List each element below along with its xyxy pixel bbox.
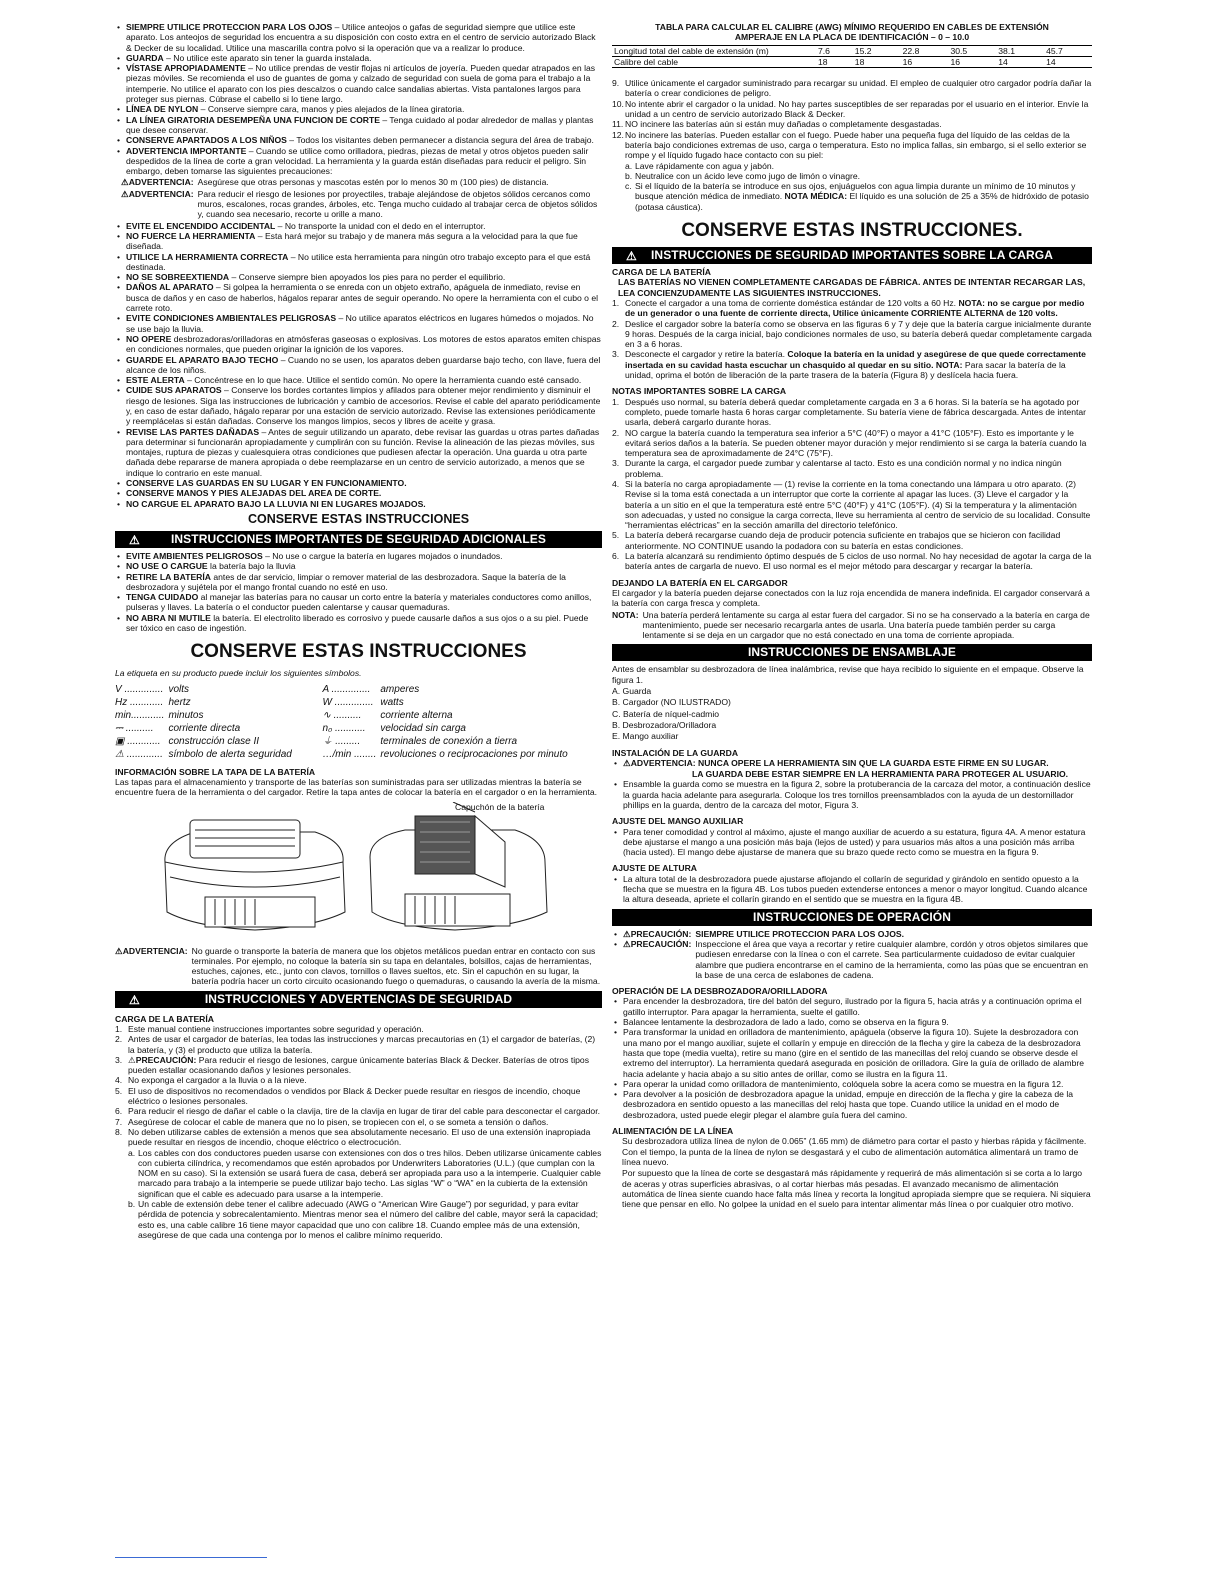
section-bar-label: INSTRUCCIONES IMPORTANTES DE SEGURIDAD ADICIONALES (170, 531, 547, 546)
guard-warning-2: LA GUARDA DEBE ESTAR SIEMPRE EN LA HERRAMIENTA PARA PROTEGER AL USUARIO. (692, 769, 1069, 780)
list-item: • SIEMPRE UTILICE PROTECCION PARA LOS OJOS – Utilice anteojos o gafas de seguridad siempre que utilice este aparato. Los anteojos de seguridad los encuentra a su disposición con costo extra en el centro de servicio autorizado Black & Decker de su localidad. Utilice una mascarilla contra polvo si la operación que va a realizar lo produce. (115, 22, 602, 53)
list-text: No intente abrir el cargador o la unidad. No hay partes susceptibles de ser reparadas por el usuario en el interior. Envíe la unidad a un centro de servicio autorizado Black & Decker. (625, 98, 1089, 120)
row-header: Calibre del cable (612, 56, 816, 67)
symbol-cell: ⎓ .......... (115, 722, 154, 734)
symbol-meaning: amperes (380, 683, 420, 695)
caution-list (612, 929, 1092, 980)
list-item: • NO USE O CARGUE la batería bajo la lluvia (115, 561, 602, 571)
list-item (115, 1024, 602, 1034)
warning-triangle-icon: ⚠ (129, 532, 140, 547)
list-number: b. (625, 170, 633, 181)
list-number: 3. (612, 458, 620, 469)
charging-steps (612, 298, 1092, 380)
table-cell: 18 (853, 56, 901, 67)
list-item: • Para encender la desbrozadora, tire del batón del seguro, ilustrado por la figura 5, hacia atrás y a continuación oprima el gatillo interruptor. Para apagar la herramienta, suelte el gatillo. (612, 996, 1092, 1017)
list-item (612, 349, 1092, 380)
height-list (612, 874, 1092, 905)
list-item: C. Batería de níquel-cadmio (612, 708, 720, 719)
list-number: b. (128, 1199, 136, 1210)
table-cell: 15.2 (854, 45, 872, 56)
battery-illustration (115, 802, 602, 942)
list-item: • VÍSTASE APROPIADAMENTE – No utilice prendas de vestir flojas ni artículos de joyería. Pueden quedar atrapados en las piezas móviles. Se recomienda el uso de guantes de goma y calzado de seguridad con suela de goma para el trabajo a la intemperie. No utilice el aparato con los pies descalzos o cuando calce sandalias abiertas. Vista pantalones largos para proteger sus piernas. Cúbrase el cabello si lo tiene largo. (115, 63, 602, 104)
table-cell: 16 (948, 56, 996, 67)
awg-table-title: TABLA PARA CALCULAR EL CALIBRE (AWG) MÍNIMO REQUERIDO EN CABLES DE EXTENSIÓN (655, 22, 1049, 32)
list-item (612, 479, 1092, 530)
symbols-table (115, 683, 572, 761)
additional-safety-bullets (115, 551, 602, 633)
conserve-heading-big: CONSERVE ESTAS INSTRUCCIONES (190, 641, 527, 663)
caution-label: • ⚠PRECAUCIÓN: (623, 938, 692, 949)
symbol-meaning: volts (168, 683, 190, 695)
list-text: La batería alcanzará su rendimiento óptimo después de 5 ciclos de uso normal. No hay necesidad de agotar la carga de la batería antes de cargarla de nuevo. El uso normal es el mejor método para descargar y recargar la batería. (625, 551, 1092, 572)
leaving-title: DEJANDO LA BATERÍA EN EL CARGADOR (612, 577, 788, 588)
line-feed-title: ALIMENTACIÓN DE LA LÍNEA (612, 1126, 734, 1137)
warning-block (115, 946, 602, 987)
table-cell: 18 (816, 56, 853, 67)
list-number: 8. (115, 1126, 123, 1137)
list-text: La batería deberá recargarse cuando deja de producir potencia suficiente en trabajos que se hicieron con facilidad anteriormente. NO CONTINUE usando la podadora con su batería en estas condiciones. (625, 530, 1061, 551)
table-cell: 38.1 (998, 45, 1016, 56)
list-item: • La altura total de la desbrozadora puede ajustarse aflojando el collarín de seguridad y girándolo en sentido opuesto a la flecha que se muestra en la figura 4B. Los tubos pueden extenderse entonces a menor o mayor longitud. Cuando alcance la altura deseada, apriete el collarín girando en el sentido que se muestra en la figura 4B. (612, 874, 1092, 905)
list-item: • Ensamble la guarda como se muestra en la figura 2, sobre la protuberancia de la carcaza del motor, a continuación deslice la guarda hacia adelante para asegurarla. Coloque los tres tornillos preensamblados con la ayuda de un destornillador phillips en la guarda, dentro de la carcaza del motor, Figura 3. (612, 779, 1092, 810)
list-text: Después uso normal, su batería deberá quedar completamente cargada en 3 a 6 horas. Si la batería se ha agotado por completo, puede tomarle hasta 6 horas cargar completamente. Su batería viene de fábrica descargada. Antes de intentar usarla, deberá cargarlo durante horas. (625, 396, 1086, 428)
list-number: 1. (612, 396, 620, 407)
list-number: a. (625, 160, 633, 171)
list-number: 4. (115, 1075, 123, 1086)
symbol-cell: ∿ .......... (322, 709, 362, 721)
list-item (612, 939, 1092, 980)
table-row (115, 709, 572, 722)
safety-bullets-mid (115, 221, 602, 509)
charging-sublist (115, 1148, 602, 1241)
warning-text: Asegúrese que otras personas y mascotas estén por lo menos 30 m (100 pies) de distancia. (197, 177, 549, 188)
handle-list (612, 827, 1092, 858)
list-number: 6. (115, 1106, 123, 1117)
operation-title: OPERACIÓN DE LA DESBROZADORA/ORILLADORA (612, 986, 828, 997)
section-bar-label: INSTRUCCIONES DE OPERACIÓN (753, 909, 951, 924)
symbol-cell: n₀ ........... (322, 722, 366, 734)
list-text: Antes de usar el cargador de baterías, lea todas las instrucciones y marcas precautorias en (1) el cargador de baterías, (2) la batería, y (3) el producto que utiliza la batería. (128, 1034, 596, 1055)
section-bar-label: INSTRUCCIONES DE SEGURIDAD IMPORTANTES SOBRE LA CARGA (651, 248, 1053, 263)
list-text: Neutralice con un ácido leve como jugo de limón o vinagre. (635, 170, 860, 181)
list-item (128, 1148, 602, 1199)
guard-bullets (612, 758, 1092, 768)
notes-list (612, 397, 1092, 572)
list-text: Desconecte el cargador y retire la batería. Coloque la batería en la unidad y asegúrese de que quede correctamente insertada en su cavidad hasta escuchar un chasquido al quedar en su sitio. NOTA: Para sacar la batería de la unidad, oprima el botón de liberación de la parte trasera de la batería (Figura 8) y deslícela hacia fuera. (625, 349, 1086, 381)
leak-sublist (612, 161, 1092, 212)
list-item: • RETIRE LA BATERÍA antes de dar servicio, limpiar o remover material de las desbrozadora. Saque la batería de la desbrozadora y sujétela por el mango frontal cuando no esté en uso. (115, 572, 602, 593)
list-item: • Para devolver a la posición de desbrozadora apague la unidad, empuje en dirección de la flecha y gire la cabeza de la desbrozadora en sentido opuesto a las manecillas del reloj hasta que tope. Cuando utilice la unidad en el modo de desbrozadora, usted puede elegir plegar el alambre guía fuera del camino. (612, 1089, 1092, 1120)
symbol-meaning: corriente directa (168, 722, 241, 734)
list-item (115, 1055, 602, 1076)
list-text: Si la batería no carga apropiadamente — (1) revise la corriente en la toma conectando una lámpara u otro aparato. (2) Revise si la toma está conectada a un interruptor que corte la corriente al apagar las luces. (3) Lleve el cargador y la batería a un sitio en el que la temperatura esté entre 5°C (40°F) y 41°C (105°F). (4) Si la temperatura y la alimentación son adecuadas, y usted no consigue la carga correcta, lleve su herramienta al centro de servicio de su localidad. Consulte “herramientas eléctricas” en la sección amarilla del directorio telefónico. (625, 478, 1091, 531)
right-column (612, 22, 1092, 1210)
list-number: 11. (612, 119, 624, 130)
list-item: E. Mango auxiliar (612, 731, 679, 742)
list-item (612, 758, 1092, 768)
list-item: B. Cargador (NO ILUSTRADO) (612, 697, 731, 708)
list-text: Utilice únicamente el cargador suministrado para recargar su unidad. El empleo de cualquier otro cargador podría dañar la batería o crear condiciones de peligro. (625, 78, 1092, 99)
assembly-parts-list (612, 686, 1092, 741)
list-item: • CONSERVE APARTADOS A LOS NIÑOS – Todos los visitantes deben permanecer a distancia segura del área de trabajo. (115, 135, 602, 145)
table-row (115, 722, 572, 735)
list-item: • CONSERVE MANOS Y PIES ALEJADAS DEL AREA DE CORTE. (115, 488, 602, 498)
leaving-text: El cargador y la batería pueden dejarse conectados con la luz roja encendida de manera indefinida. El cargador conservará a la batería con carga fresca y completa. (612, 587, 1090, 609)
symbols-intro: La etiqueta en su producto puede incluir los siguientes símbolos. (115, 668, 362, 679)
list-text: ⚠PRECAUCIÓN: Para reducir el riesgo de lesiones, cargue únicamente baterías Black & Decker. Baterías de otros tipos pueden estallar ocasionando daños y lesiones personales. (128, 1054, 590, 1076)
symbol-cell: …/min ........ (322, 748, 377, 760)
list-item: • EVITE EL ENCENDIDO ACCIDENTAL – No transporte la unidad con el dedo en el interruptor. (115, 221, 602, 231)
list-item (115, 1075, 602, 1085)
symbol-meaning: hertz (168, 696, 191, 708)
charging-list (115, 1024, 602, 1148)
list-item (128, 1199, 602, 1240)
warning-label: ⚠ADVERTENCIA: (121, 188, 194, 199)
table-row (115, 683, 572, 696)
list-number: 9. (612, 78, 620, 89)
list-number: 2. (612, 427, 620, 438)
list-number: 6. (612, 551, 620, 562)
list-item: • NO ABRA NI MUTILE la batería. El electrolito liberado es corrosivo y puede causarle daños a sus ojos o a su piel. Puede ser tóxico en caso de ingestión. (115, 613, 602, 634)
charging-title: CARGA DE LA BATERÍA (612, 267, 711, 278)
list-text: El uso de dispositivos no recomendados o vendidos por Black & Decker puede resultar en riesgos de incendio, choque eléctrico o lesiones personales. (128, 1085, 581, 1107)
table-cell: 45.7 (1046, 45, 1063, 56)
handle-title: AJUSTE DEL MANGO AUXILIAR (612, 816, 744, 827)
warning-label: ⚠ADVERTENCIA: (115, 945, 188, 956)
list-item (625, 161, 1092, 171)
list-item: • NO SE SOBREEXTIENDA – Conserve siempre bien apoyados los pies para no perder el equilibrio. (115, 272, 602, 282)
table-row (115, 696, 572, 709)
list-item: • ADVERTENCIA IMPORTANTE – Cuando se utilice como orilladora, piedras, piezas de metal y otros objetos pueden salir despedidos de la línea de corte a gran velocidad. La herramienta y la guarda están diseñadas para reducir el peligro. Sin embargo, deben tomarse las siguientes precauciones: (115, 146, 602, 177)
list-text: Este manual contiene instrucciones importantes sobre seguridad y operación. (128, 1024, 424, 1034)
list-text: Los cables con dos conductores pueden usarse con extensiones con dos o tres hilos. Deben utilizarse únicamente cables con cubierta cilíndrica, y recomendamos que estén aprobados por Underwriters Laboratories (U.L.) (que cumplan con la NOM en su caso). Si la extensión se usará fuera de casa, deberá ser apropiada para uso a la intemperie. Cualquier cable marcado para trabajo a la intemperie se puede utilizar bajo techo. Las siglas “W” o “WA” en la cubierta de la extensión significan que el cable es adecuado para usarse a la intemperie. (138, 1147, 602, 1199)
battery-cap-text: Las tapas para el almacenamiento y transporte de las baterías son suministradas para ser utilizadas mientras la batería se encuentre fuera de la herramienta o del cargador. Retire la tapa antes de colocar la batería en el cargador o en la herramienta. (115, 776, 598, 798)
list-item: B. Desbrozadora/Orilladora (612, 719, 717, 730)
list-item: • EVITE CONDICIONES AMBIENTALES PELIGROSAS – No utilice aparatos eléctricos en lugares húmedos o mojados. No se use bajo la lluvia. (115, 313, 602, 334)
list-number: 2. (115, 1034, 123, 1045)
caution-text: SIEMPRE UTILICE PROTECCION PARA LOS OJOS. (695, 928, 905, 939)
list-text: NO cargue la batería cuando la temperatura sea inferior a 5°C (40°F) o mayor a 41°C (105°F). Esto es importante y le evitará serios daños a la batería. Se pueden obtener mayor duración y mejor rendimiento si se carga la batería cuando la temperatura sea de aproximadamente de 24°C (75°F). (625, 427, 1087, 459)
warning-block (115, 189, 602, 220)
line-feed-text-2: Por supuesto que la línea de corte se desgastará más rápidamente y requerirá de más alimentación si se corta a lo largo de aceras y otras superficies abrasivas, o al cortar hierbas más pesadas. El avanzado mecanismo de alimentación automática de línea siente cuando hace falta más línea y recorta la longitud apropiada siempre que se requiera. Ni siquiera tiene que pensar en ello. No golpee la unidad en el suelo para intentar alimentar más línea o por cualquier otro motivo. (622, 1168, 1091, 1210)
list-number: 10. (612, 98, 624, 109)
list-item (612, 551, 1092, 572)
list-item (612, 99, 1092, 120)
symbol-cell: A .............. (322, 683, 371, 695)
symbol-meaning: terminales de conexión a tierra (380, 735, 518, 747)
list-text: No deben utilizarse cables de extensión a menos que sea absolutamente necesario. El uso de una extensión inapropiada puede resultar en riesgos de incendio, choque eléctrico o electrocución. (128, 1126, 591, 1148)
section-bar-label: INSTRUCCIONES DE ENSAMBLAJE (747, 645, 957, 660)
awg-table (612, 45, 1092, 69)
symbol-meaning: corriente alterna (380, 709, 453, 721)
list-text: No exponga el cargador a la lluvia o a la nieve. (128, 1075, 307, 1086)
safety-bullets-top (115, 22, 602, 176)
charging-title: CARGA DE LA BATERÍA (115, 1013, 214, 1024)
list-text: Conecte el cargador a una toma de corriente doméstica estándar de 120 volts a 60 Hz. NOTA: no se cargue por medio de un generador o una fuente de corriente directa, Utilice únicamente CORRIENTE ALTERNA de 120 volts. (625, 297, 1085, 319)
conserve-heading-big: CONSERVE ESTAS INSTRUCCIONES. (681, 220, 1023, 242)
list-number: c. (625, 181, 632, 192)
list-item: • GUARDE EL APARATO BAJO TECHO – Cuando no se usen, los aparatos deben guardarse bajo techo, con llave, fuera del alcance de los niños. (115, 355, 602, 376)
table-row (612, 45, 1092, 56)
list-item: • UTILICE LA HERRAMIENTA CORRECTA – No utilice esta herramienta para ningún otro trabajo excepto para el que está destinada. (115, 252, 602, 273)
symbol-meaning: minutos (168, 709, 204, 721)
table-row (612, 56, 1092, 67)
list-item: • REVISE LAS PARTES DAÑADAS – Antes de seguir utilizando un aparato, debe revisar las guardas u otras partes dañadas para determinar si funcionarán apropiadamente y cumplirán con su función. Revise la alineación de las piezas móviles, sus montajes, ruptura de piezas y cualesquiera otras condiciones que pudiesen afectar la operación. Una guarda u otra parte dañada debe repararse de manera apropiada o debe reemplazarse en un centro de servicio autorizado, a menos que se indique lo contrario en este manual. (115, 427, 602, 478)
list-number: 7. (115, 1116, 123, 1127)
list-text: Durante la carga, el cargador puede zumbar y calentarse al tacto. Esto es una condición normal y no indica ningún problema. (625, 458, 1062, 479)
note-text: Una batería perderá lentamente su carga al estar fuera del cargador. Si no se ha conservado a la batería en carga de mantenimiento, puede ser necesario recargarla antes de usarla. Una batería puede también perder su carga lentamente si se deja en un cargador que no está conectado en una toma de corriente apropiada. (642, 609, 1090, 641)
warning-triangle-icon: ⚠ (626, 249, 637, 264)
list-number: 12. (612, 129, 624, 140)
list-item: • Para transformar la unidad en orilladora de mantenimiento, apáguela (observe la figura 10). Sujete la desbrozadora con una mano por el mango auxiliar, sujete el collarín y empuje en dirección de la flecha y gire la cabeza de la desbrozadora hasta que tope (media vuelta), retire su mano (gire en el sentido de las manecillas del reloj cuando se observe desde el extremo del interruptor). La herramienta quedará asegurada en posición de orilladora. Gire la guía de orillado de alambre hacia adelante y hacia abajo a su sitio antes de orillar, como se ilustra en la figura 11. (612, 1027, 1092, 1078)
operation-list (612, 996, 1092, 1120)
list-number: 3. (612, 349, 620, 360)
row-header: Longitud total del cable de extensión (m) (614, 45, 769, 56)
symbol-cell: min............ (115, 709, 165, 721)
left-column (115, 22, 602, 1240)
list-item: • CONSERVE LAS GUARDAS EN SU LUGAR Y EN FUNCIONAMIENTO. (115, 478, 602, 488)
list-item (115, 1127, 602, 1148)
list-item (612, 130, 1092, 161)
list-item (612, 119, 1092, 129)
symbol-meaning: símbolo de alerta seguridad (168, 748, 292, 760)
list-text: Un cable de extensión debe tener el calibre adecuado (AWG o “American Wire Gauge”) por seguridad, y para evitar pérdida de potencia y sobrecalentamiento. Mientras menor sea el número del calibre del cable, mayor será la capacidad; esto es, una cable calibre 16 tiene mayor capacidad que uno con calibre 18. Cuando emplee más de una extensión, asegúrese de que cada una contenga por lo menos el calibre mínimo requerido. (138, 1199, 599, 1240)
table-cell: 7.6 (818, 45, 830, 56)
list-item: A. Guarda (612, 686, 652, 697)
warning-text: Para reducir el riesgo de lesiones por proyectiles, trabaje alejándose de objetos sólidos cercanos como muros, escalones, rocas grandes, árboles, etc. Tenga mucho cuidado al trabajar cerca de objetos sólidos y, cuando sea necesario, recorte u orille a mano. (197, 188, 598, 220)
list-item (115, 1034, 602, 1055)
list-item (612, 397, 1092, 428)
list-item (625, 171, 1092, 181)
warning-text: No guarde o transporte la batería de manera que los objetos metálicos puedan entrar en contacto con sus terminales. Por ejemplo, no coloque la batería sin su tapa en delantales, bolsillos, cajas de herramientas, estuches, cajones, etc., junto con clavos, tornillos o llaves sueltos, etc. Sin el capuchón en su lugar, la batería podría hacer un corto circuito ocasionando fuego o quemaduras, o causando la avería de la misma. (191, 945, 601, 987)
list-number: 4. (612, 478, 620, 489)
list-item (612, 319, 1092, 350)
list-text: Para reducir el riesgo de dañar el cable o la clavija, tire de la clavija en lugar de tirar del cable para desconectar el cargador. (128, 1106, 600, 1117)
list-item: • Para operar la unidad como orilladora de mantenimiento, colóquela sobre la acera como se muestra en la figura 12. (612, 1079, 1092, 1089)
table-cell: 16 (901, 56, 949, 67)
symbol-cell: ⚠ ............. (115, 748, 163, 760)
list-text: Deslice el cargador sobre la batería como se observa en las figuras 6 y 7 y deje que la batería cargue inicialmente durante 9 horas. Después de la carga inicial, bajo condiciones normales de uso, su batería deberá quedar completamente cargada en 3 a 6 horas. (625, 318, 1092, 350)
caution-text: Inspeccione el área que vaya a recortar y retire cualquier alambre, cordón y otros objetos similares que pudiesen enredarse con la línea o con el carrete. Sea particularmente cuidadoso de evitar cualquier alambre que pudiera encontrarse en el camino de la herramienta, como las púas que se encuentran en la base de una cerca de eslabones de cadena. (695, 938, 1089, 980)
list-item: • Para tener comodidad y control al máximo, ajuste el mango auxiliar de acuerdo a su estatura, figura 4A. A menor estatura debe ajustarse el mango a una posición más baja (lejos de usted) y para usuarios más altos a una posición más arriba (hacia usted). El mango debe ajustarse de manera que su brazo quede recto como se muestra en la figura 9. (612, 827, 1092, 858)
symbol-cell: V .............. (115, 683, 164, 695)
list-item (612, 428, 1092, 459)
list-text: Si el líquido de la batería se introduce en sus ojos, enjuáguelos con agua limpia durante un mínimo de 10 minutos y busque atención médica de inmediato. NOTA MÉDICA: El líquido es una solución de 25 a 35% de hidróxido de potasio (potasa cáustica). (635, 181, 1089, 212)
list-item (612, 929, 1092, 939)
guard-title: INSTALACIÓN DE LA GUARDA (612, 747, 739, 758)
section-bar-additional-safety (115, 531, 602, 548)
list-text: Lave rápidamente con agua y jabón. (635, 160, 775, 171)
list-item: • DAÑOS AL APARATO – Si golpea la herramienta o se enreda con un objeto extraño, apáguela de inmediato, revise en busca de daños y en caso de haberlos, hágalos reparar antes de seguir operando. No opere la herramienta con el cubo o el carrete roto. (115, 282, 602, 313)
list-item: • EVITE AMBIENTES PELIGROSOS – No use o cargue la batería en lugares mojados o inundados. (115, 551, 602, 561)
list-item: • NO OPERE desbrozadoras/orilladoras en atmósferas gaseosas o explosivas. Los motores de estos aparatos emiten chispas en condiciones normales, que pueden originar la ignición de los vapores. (115, 334, 602, 355)
section-bar-charging-safety (612, 247, 1092, 264)
warning-label: ⚠ADVERTENCIA: (121, 177, 194, 188)
figure-caption: Capuchón de la batería (455, 801, 545, 812)
list-item: • NO FUERCE LA HERRAMIENTA – Esta hará mejor su trabajo y de manera más segura a la velocidad para la que fue diseñada. (115, 231, 602, 252)
section-bar-safety-instructions (115, 991, 602, 1008)
table-cell: 14 (996, 56, 1044, 67)
guard-warning-1: ⚠ADVERTENCIA: NUNCA OPERE LA HERRAMIENTA SIN QUE LA GUARDA ESTE FIRME EN SU LUGAR. (623, 757, 1049, 768)
list-number: 5. (115, 1085, 123, 1096)
conserve-heading-small: CONSERVE ESTAS INSTRUCCIONES (247, 511, 470, 526)
symbol-cell: W .............. (322, 696, 374, 708)
list-number: 1. (612, 297, 620, 308)
list-item: • TENGA CUIDADO al manejar las baterías para no causar un corto entre la batería y materiales conductores como anillos, pulseras y llaves. La batería o el conductor pueden calentarse y causar quemaduras. (115, 592, 602, 613)
footer-rule (115, 1557, 267, 1558)
section-bar-operation (612, 909, 1092, 926)
section-bar-assembly (612, 644, 1092, 661)
list-text: NO incinere las baterías aún si están muy dañadas o completamente desgastadas. (625, 119, 942, 130)
list-item (612, 530, 1092, 551)
note-label: NOTA: (612, 609, 639, 620)
list-text: No incinere las baterías. Pueden estallar con el fuego. Puede haber una pequeña fuga del líquido de las celdas de la batería bajo condiciones extremas de uso, carga o temperatura. Esto no implica fallas, sin embargo, si el sello exterior se rompe y el líquido fugado hace contacto con su piel: (625, 129, 1087, 161)
charging-warning: LAS BATERÍAS NO VIENEN COMPLETAMENTE CARGADAS DE FÁBRICA. ANTES DE INTENTAR RECARGAR LAS, LEA CONCIENZUDAMENTE LAS SIGUIENTES INSTRUCCIONES. (618, 277, 1086, 298)
battery-cap-title: INFORMACIÓN SOBRE LA TAPA DE LA BATERÍA (115, 766, 316, 777)
list-number: 5. (612, 530, 620, 541)
table-row (115, 748, 572, 761)
symbol-meaning: construcción clase II (168, 735, 260, 747)
awg-table-subtitle: AMPERAJE EN LA PLACA DE IDENTIFICACIÓN – 0 – 10.0 (734, 32, 970, 43)
symbol-meaning: revoluciones o reciprocaciones por minuto (380, 748, 568, 760)
list-item (612, 298, 1092, 319)
battery-figure (115, 802, 602, 942)
charging-list-cont (612, 78, 1092, 160)
list-number: a. (128, 1147, 136, 1158)
list-item (115, 1086, 602, 1107)
list-item (625, 181, 1092, 212)
list-item: • GUARDA – No utilice este aparato sin tener la guarda instalada. (115, 53, 602, 63)
list-number: 2. (612, 318, 620, 329)
list-item: • CUIDE SUS APARATOS – Conserve los bordes cortantes limpios y afilados para obtener mejor rendimiento y disminuir el riesgo de lesiones. Siga las instrucciones de lubricación y cambio de accesorios. Revise el cable del aparato periódicamente y, en caso de estar dañado, hágalo reparar por una estación de servicio autorizado. Revise las extensiones periódicamente y reemplácelas si están dañadas. Conserve los mangos limpios, secos y libres de aceite y grasa. (115, 385, 602, 426)
symbol-cell: ⏚ ......... (322, 735, 361, 747)
list-item (115, 1106, 602, 1116)
caution-label: • ⚠PRECAUCIÓN: (623, 928, 692, 939)
list-item: • ESTE ALERTA – Concéntrese en lo que hace. Utilice el sentido común. No opere la herramienta cuando esté cansado. (115, 375, 602, 385)
symbol-meaning: watts (380, 696, 404, 708)
height-title: AJUSTE DE ALTURA (612, 863, 697, 874)
line-feed-text-1: Su desbrozadora utiliza línea de nylon de 0.065” (1.65 mm) de diámetro para cortar el pasto y hierbas rápida y fácilmente. Con el tiempo, la punta de la línea de nylon se desgastará y el cubo de alimentación automática alimentará un tramo de línea nuevo. (622, 1136, 1087, 1167)
table-cell: 14 (1044, 56, 1092, 67)
warning-block (115, 177, 602, 187)
list-item: • Balancee lentamente la desbrozadora de lado a lado, como se observa en la figura 9. (612, 1017, 1092, 1027)
assembly-intro: Antes de ensamblar su desbrozadora de línea inalámbrica, revise que haya recibido lo siguiente en el empaque. Observe la figura 1. (612, 664, 1084, 685)
symbol-meaning: velocidad sin carga (380, 722, 466, 734)
list-item (612, 458, 1092, 479)
symbol-cell: ▣ ............ (115, 735, 161, 747)
warning-triangle-icon: ⚠ (129, 992, 140, 1007)
table-cell: 22.8 (902, 45, 920, 56)
table-cell: 30.5 (950, 45, 968, 56)
list-number: 3. (115, 1054, 123, 1065)
section-bar-label: INSTRUCCIONES Y ADVERTENCIAS DE SEGURIDAD (204, 991, 513, 1006)
guard-text-list (612, 779, 1092, 810)
table-row (115, 735, 572, 748)
list-text: Asegúrese de colocar el cable de manera que no lo pisen, se tropiecen con el, o se someta a tensión o daños. (128, 1116, 549, 1127)
list-item: • LA LÍNEA GIRATORIA DESEMPEÑA UNA FUNCION DE CORTE – Tenga cuidado al podar alrededor de mallas y plantas que desee conservar. (115, 115, 602, 136)
list-item (115, 1117, 602, 1127)
notes-title: NOTAS IMPORTANTES SOBRE LA CARGA (612, 386, 787, 397)
note-block (612, 610, 1092, 641)
list-number: 1. (115, 1024, 123, 1034)
list-item: • LÍNEA DE NYLON – Conserve siempre cara, manos y pies alejados de la línea giratoria. (115, 104, 602, 114)
symbol-cell: Hz ............ (115, 696, 164, 708)
list-item: • NO CARGUE EL APARATO BAJO LA LLUVIA NI EN LUGARES MOJADOS. (115, 499, 602, 509)
list-item (612, 78, 1092, 99)
